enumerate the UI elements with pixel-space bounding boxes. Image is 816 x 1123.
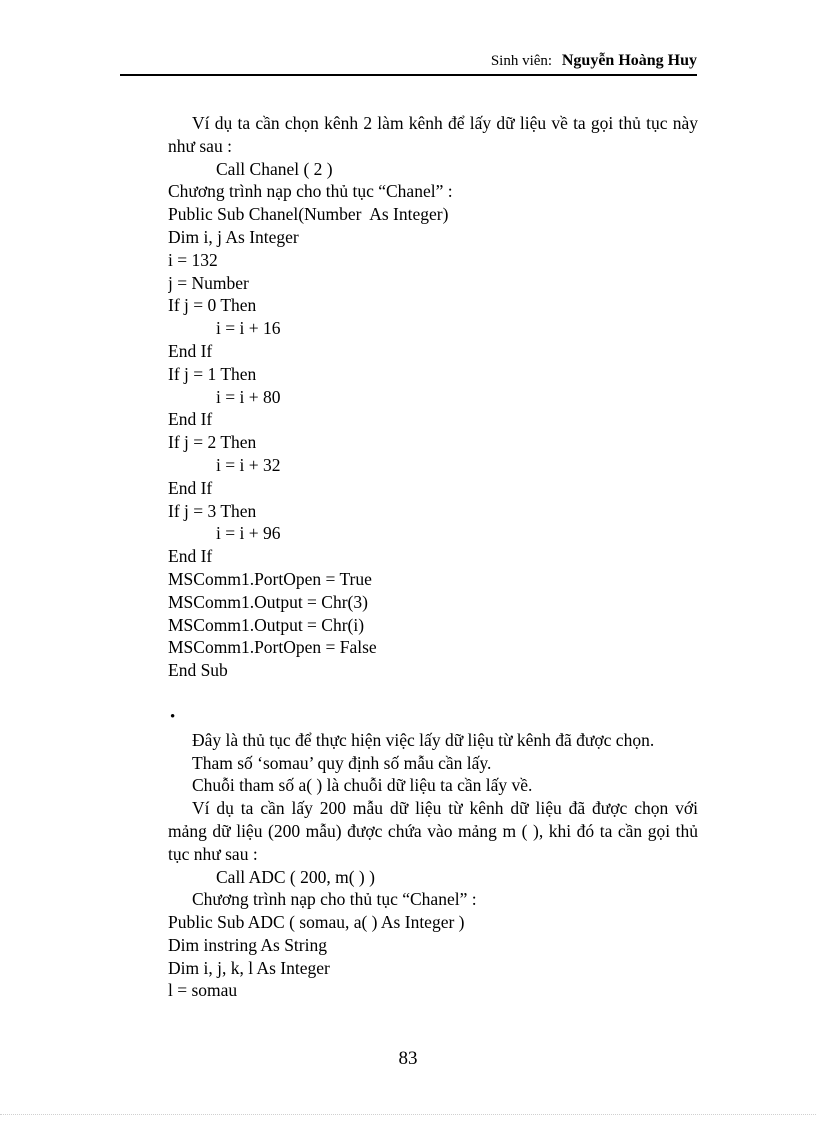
code-line: i = 132 [168,249,218,270]
code-line: End If [168,409,213,430]
code-line: i = i + 16 [216,318,281,339]
code-line: Public Sub Chanel(Number As Integer) [168,204,449,225]
program-intro-chanel: Chương trình nạp cho thủ tục “Chanel” : [168,181,453,202]
code-line: If j = 2 Then [168,432,257,453]
code-line: MSComm1.PortOpen = True [168,568,372,589]
code-line: i = i + 96 [216,523,281,544]
adc-description: Đây là thủ tục để thực hiện việc lấy dữ liệu từ kênh đã được chọn. [192,729,655,750]
code-line: If j = 1 Then [168,363,257,384]
header-author: Nguyễn Hoàng Huy [561,52,697,69]
bullet-icon: • [170,708,176,725]
spacer [168,682,698,706]
code-line: End If [168,546,213,567]
bullet-item-adc [168,706,698,729]
paragraph-example-chanel: Ví dụ ta cần chọn kênh 2 làm kênh để lấy dữ liệu về ta gọi thủ tục này như sau : [168,113,698,156]
header-label: Sinh viên: [490,53,553,69]
code-line: Dim i, j, k, l As Integer [168,957,330,978]
code-line: Dim i, j As Integer [168,226,299,247]
code-line: i = i + 80 [216,386,281,407]
code-line: MSComm1.Output = Chr(3) [168,591,368,612]
program-intro-adc: Chương trình nạp cho thủ tục “Chanel” : [192,889,477,910]
code-line: Public Sub ADC ( somau, a( ) As Integer ) [168,912,465,933]
code-line: End Sub [168,660,228,681]
code-line: MSComm1.PortOpen = False [168,637,377,658]
page-number: 83 [398,1048,418,1069]
paragraph-example-adc: Ví dụ ta cần lấy 200 mẫu dữ liệu từ kênh dữ liệu đã được chọn với mảng dữ liệu (200 mẫu) được chứa vào mảng m ( ), khi đó ta cần gọi thủ tục như sau : [168,798,698,864]
code-call-adc: Call ADC ( 200, m( ) ) [216,866,375,887]
code-line: MSComm1.Output = Chr(i) [168,614,365,635]
adc-param-array: Chuỗi tham số a( ) là chuỗi dữ liệu ta cần lấy về. [192,775,533,796]
code-line: End If [168,340,213,361]
code-call-chanel: Call Chanel ( 2 ) [216,158,333,179]
adc-param-somau: Tham số ‘somau’ quy định số mẫu cần lấy. [192,752,492,773]
code-line: i = i + 32 [216,454,281,475]
bottom-divider [0,1114,816,1115]
page-header [120,50,697,76]
code-line: l = somau [168,980,238,1001]
page-body [168,112,698,1002]
code-line: Dim instring As String [168,934,327,955]
code-line: j = Number [168,272,249,293]
code-line: If j = 0 Then [168,295,257,316]
code-line: If j = 3 Then [168,500,257,521]
code-line: End If [168,477,213,498]
